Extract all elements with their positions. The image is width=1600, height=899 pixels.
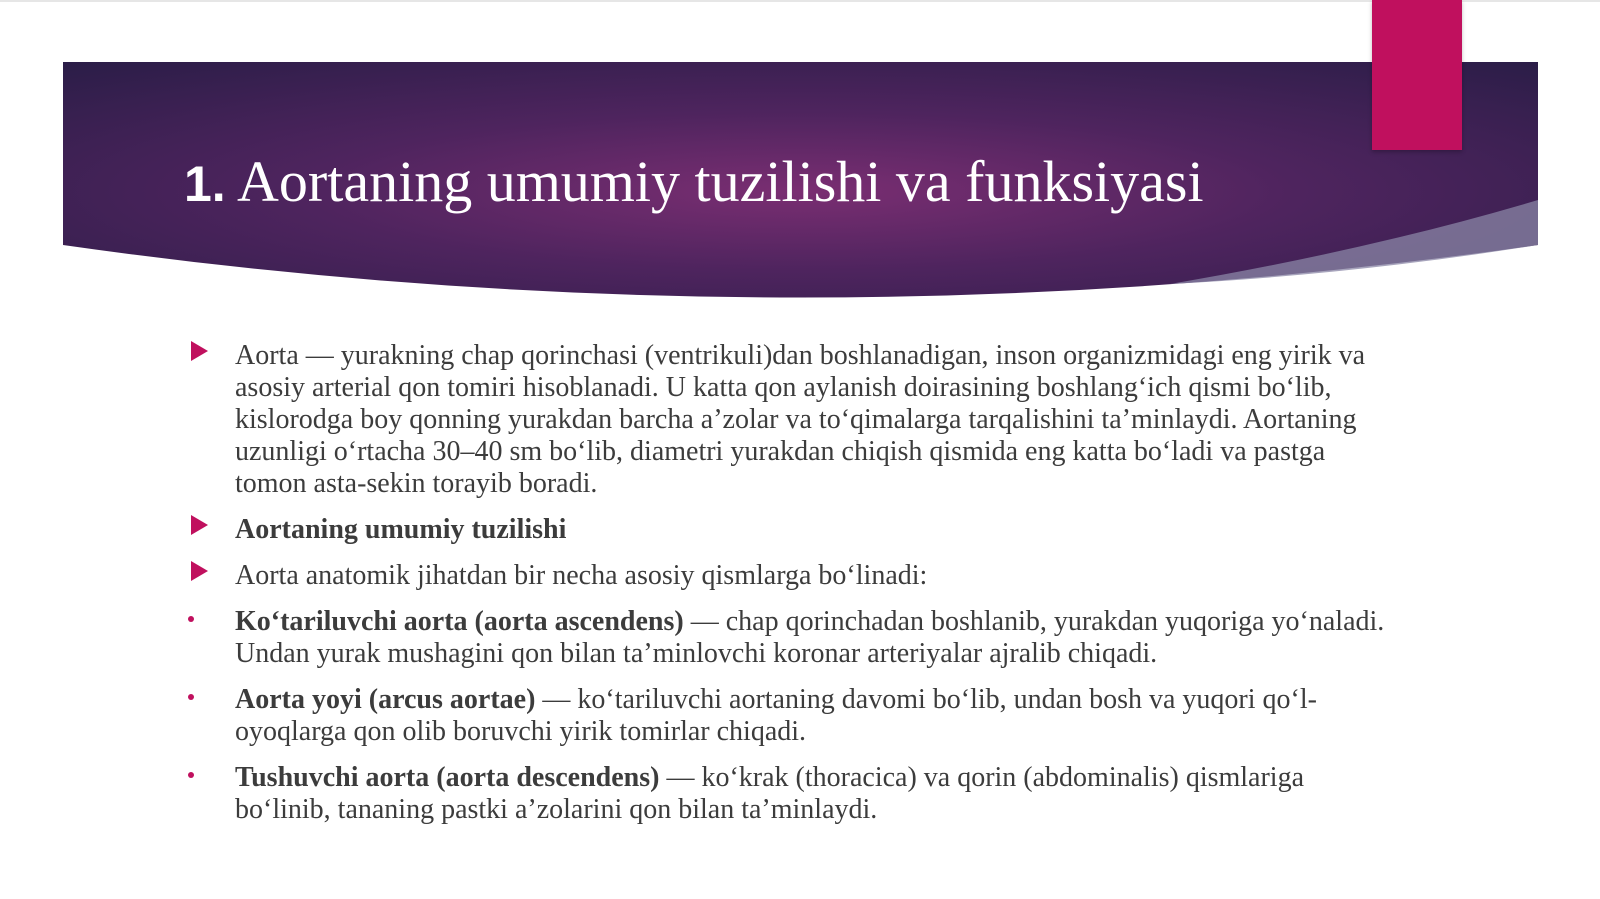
part-description: — chap qorinchadan boshlanib, yurakdan yuqoriga yo‘naladi. Undan yurak mushagini qon bilan ta’minlovchi koronar arteriyalar ajralib chiqadi. [235,606,1385,669]
accent-tab [1372,0,1462,150]
intro-paragraph [0,340,1395,500]
triangle-bullet-icon [191,561,208,581]
triangle-bullet-icon [191,515,208,535]
slide-title [184,146,1204,220]
part-item-ascending [0,606,1395,670]
dot-bullet-icon [188,694,194,700]
part-term: Tushuvchi aorta (aorta descendens) [235,762,660,793]
part-description: — ko‘krak (thoracica) va qorin (abdominalis) qismlariga bo‘linib, tananing pastki a’zolarini qon bilan ta’minlaydi. [235,762,1305,825]
slide-content [0,340,1600,840]
intro-text: Aorta — yurakning chap qorinchasi (ventrikuli)dan boshlanadigan, inson organizmidagi eng yirik va asosiy arterial qon tomiri hisoblanadi. U katta qon aylanish doirasining boshlang‘ich qismi bo‘lib, kislorodga boy qonning yurakdan barcha a’zolar va to‘qimalarga tarqalishini ta’minlaydi. Aortaning uzunligi o‘rtacha 30–40 sm bo‘lib, diametri yurakdan chiqish qismida eng katta bo‘ladi va pastga tomon asta-sekin torayib boradi. [235,340,1366,499]
part-description: — ko‘tariluvchi aortaning davomi bo‘lib, undan bosh va yuqori qo‘l-oyoqlarga qon olib boruvchi yirik tomirlar chiqadi. [235,684,1317,747]
section-heading [0,514,1395,546]
dot-bullet-icon [188,616,194,622]
dot-bullet-icon [188,772,194,778]
parts-intro-text: Aorta anatomik jihatdan bir necha asosiy qismlarga bo‘linadi: [235,560,928,591]
title-text: Aortaning umumiy tuzilishi va funksiyasi [237,149,1204,214]
section-heading-text: Aortaning umumiy tuzilishi [235,514,567,545]
part-term: Ko‘tariluvchi aorta (aorta ascendens) [235,606,684,637]
part-term: Aorta yoyi (arcus aortae) [235,684,536,715]
title-number: 1. [184,156,226,212]
triangle-bullet-icon [191,341,208,361]
parts-intro [0,560,1395,592]
part-item-arch [0,684,1395,748]
part-item-descending [0,762,1395,826]
